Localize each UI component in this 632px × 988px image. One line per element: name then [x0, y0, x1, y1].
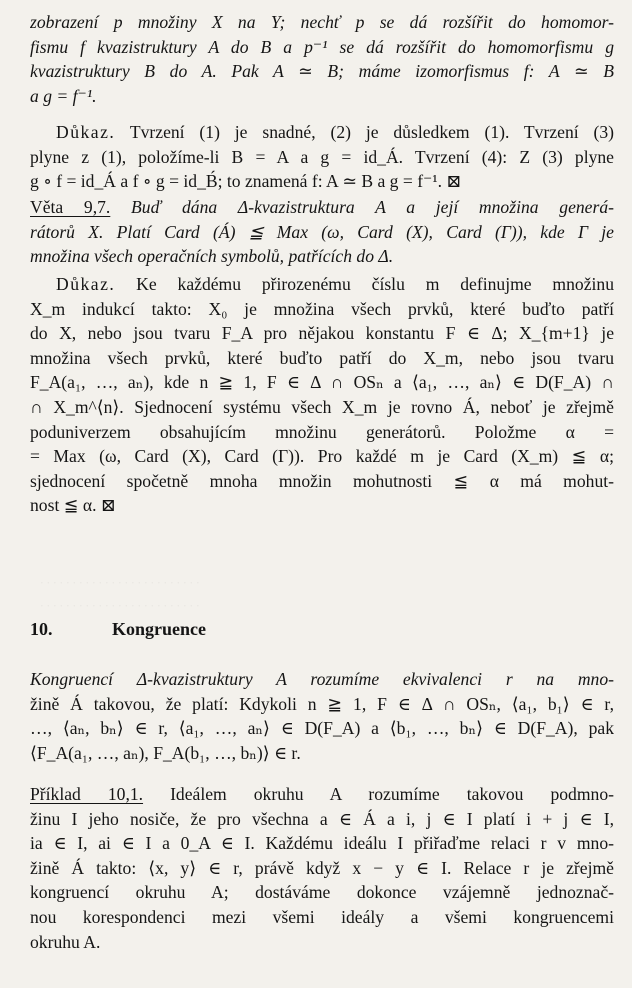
text-line: fismu f kvazistruktury A do B a p⁻¹ se dá rozšířit do homomorfismu g [30, 36, 614, 57]
text-line: plyne z (1), položíme-li B = A a g = id_Á. Tvrzení (4): Z (3) plyne [30, 146, 614, 167]
show-through-text [40, 575, 199, 591]
text-line: okruhu A. [30, 931, 101, 952]
show-through-text [40, 598, 199, 614]
theorem-label: Věta 9,7. [30, 197, 111, 217]
text-line: ∩ X_m^⟨n⟩. Sjednocení systému všech X_m je rovno Á, neboť je zřejmě [30, 396, 614, 417]
text-line: množina všech prvků, které buďto patří do X_m, nebo jsou tvaru [30, 347, 614, 368]
text-line [30, 782, 614, 807]
text-line: množina všech operačních symbolů, patřících do Δ. [30, 246, 394, 267]
text-line: …, ⟨aₙ, bₙ⟩ ∈ r, ⟨a₁, …, aₙ⟩ ∈ D(F_A) a ⟨b₁, …, bₙ⟩ ∈ D(F_A), pak [30, 718, 614, 739]
text-line [30, 120, 614, 145]
theorem-paragraph [30, 195, 614, 269]
proof-text: Tvrzení (1) je snadné, (2) je důsledkem (1). Tvrzení (3) [115, 122, 614, 142]
example-text: Ideálem okruhu A rozumíme takovou podmno- [143, 784, 614, 804]
text-line: ia ∈ I, ai ∈ I a 0_A ∈ I. Každému ideálu I přiřaďme relaci r v mno- [30, 833, 614, 854]
text-line: nou korespondenci mezi všemi ideály a všemi kongruencemi [30, 906, 614, 927]
text-line: nost ≦ α. ⊠ [30, 495, 116, 516]
section-title: Kongruence [112, 619, 206, 639]
example-paragraph [30, 782, 614, 954]
text-line: ⟨F_A(a₁, …, aₙ), F_A(b₁, …, bₙ)⟩ ∈ r. [30, 742, 301, 763]
text-line: poduniverzem obsahujícím množinu generátorů. Položme α = [30, 421, 614, 442]
text-line: sjednocení spočetně mnoha množin mohutnosti ≦ α má mohut- [30, 470, 614, 491]
theorem-continuation [30, 10, 614, 108]
text-line: žinu I jeho nosiče, že pro všechna a ∈ Á a i, j ∈ I platí i + j ∈ I, [30, 808, 614, 829]
text-line: a g = f⁻¹. [30, 85, 97, 106]
section-heading [30, 616, 206, 642]
text-line: do X, nebo jsou tvaru F_A pro nějakou konstantu F ∈ Δ; X_{m+1} je [30, 323, 614, 344]
text-line: g ∘ f = id_Á a f ∘ g = id_B́; to znamená f: A ≃ B a g = f⁻¹. ⊠ [30, 171, 462, 192]
text-line: žině Á takto: ⟨x, y⟩ ∈ r, právě když x − y ∈ I. Relace r je zřejmě [30, 857, 614, 878]
text-line: kvazistruktury B do A. Pak A ≃ B; máme izomorfismus f: A ≃ B [30, 61, 614, 82]
text-line: žině Á takovou, že platí: Kdykoli n ≧ 1, F ∈ Δ ∩ OSₙ, ⟨a₁, b₁⟩ ∈ r, [30, 693, 614, 714]
definition-paragraph [30, 667, 614, 765]
proof-text: Ke každému přirozenému číslu m definujme množinu [115, 274, 614, 294]
example-label: Příklad 10,1. [30, 784, 144, 804]
section-number: 10. [30, 619, 53, 639]
theorem-text: Buď dána Δ-kvazistruktura A a její množina generá- [110, 197, 614, 217]
proof-label: Důkaz. [56, 122, 116, 142]
text-line: F_A(a₁, …, aₙ), kde n ≧ 1, F ∈ Δ ∩ OSₙ a ⟨a₁, …, aₙ⟩ ∈ D(F_A) ∩ [30, 372, 614, 393]
proof-label: Důkaz. [56, 274, 116, 294]
proof-paragraph [30, 272, 614, 518]
text-line: Kongruencí Δ-kvazistruktury A rozumíme ekvivalenci r na mno- [30, 669, 614, 689]
proof-paragraph [30, 120, 614, 194]
text-line: kongruencí okruhu A; dostáváme dokonce vzájemně jednoznač- [30, 882, 614, 903]
text-line [30, 272, 614, 297]
text-line: X_m indukcí takto: X₀ je množina všech prvků, které buďto patří [30, 298, 614, 319]
text-line [30, 195, 614, 220]
text-line: rátorů X. Platí Card (Á) ≦ Max (ω, Card (X), Card (Γ)), kde Γ je [30, 221, 614, 242]
text-line: zobrazení p množiny X na Y; nechť p se dá rozšířit do homomor- [30, 12, 614, 32]
text-line: = Max (ω, Card (X), Card (Γ)). Pro každé m je Card (X_m) ≦ α; [30, 446, 614, 467]
